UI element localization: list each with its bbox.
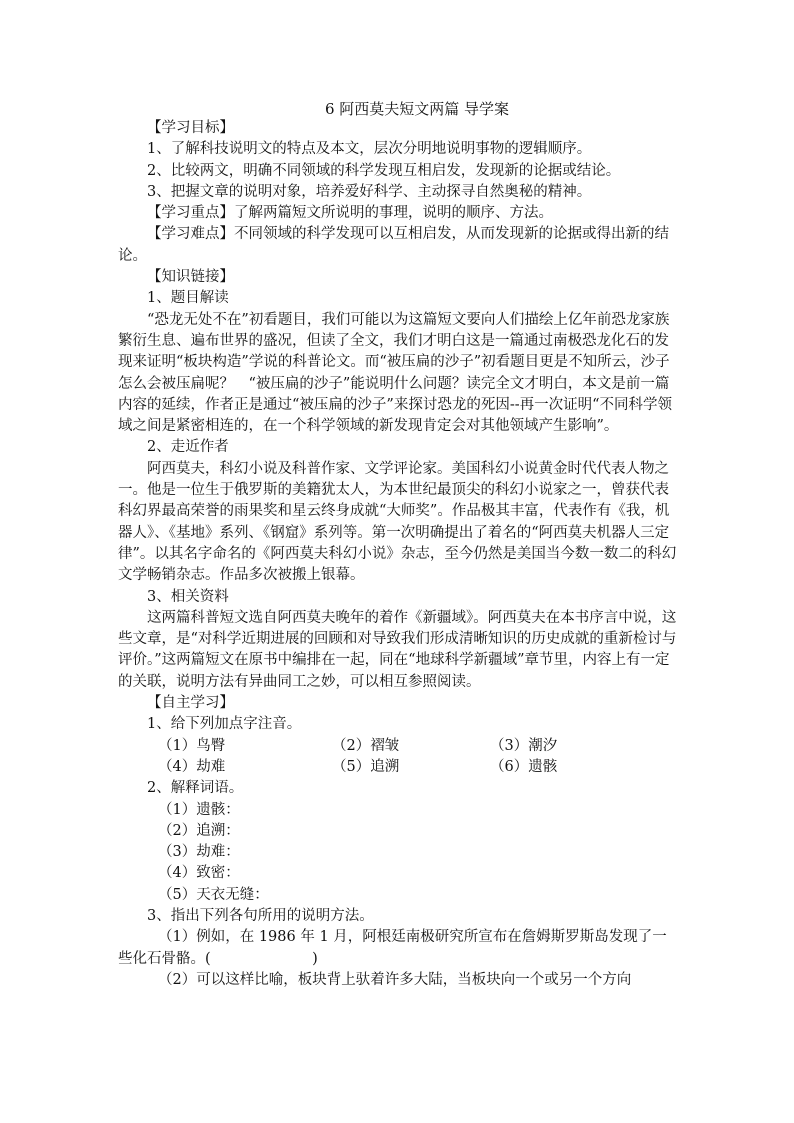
self-study-heading: 【自主学习】 xyxy=(147,695,234,712)
pinyin-item: （1）鸟臀 xyxy=(158,737,226,754)
knowledge-heading: 【知识链接】 xyxy=(147,269,234,286)
question-1-heading: 1、给下列加点字注音。 xyxy=(147,716,302,733)
question-2-heading: 2、解释词语。 xyxy=(147,780,244,797)
term-item: （3）劫难： xyxy=(158,844,240,861)
title-reading-paragraph: “恐龙无处不在”初看题目，我们可能以为这篇短文要向人们描绘上亿年前恐龙家族繁衍生息、遍布世界的盛况，但读了全文，我们才明白这是一篇通过南极恐龙化石的发现来证明“板块构造”学说的科普论文。而“被压扁的沙子”初看题目更是不知所云，沙子怎么会被压扁呢？ “被压扁的沙子”能说明什么问题？读完全文才明白，本文是前一篇内容的延续，作者正是通过“被压扁的沙子”来探讨恐龙的死因--再一次证明“不同科学领域之间是紧密相连的，在一个科学领域的新发现肯定会对其他领域产生影响”。 xyxy=(118,311,673,435)
focus-text: 了解两篇短文所说明的事理，说明的顺序、方法。 xyxy=(234,205,553,222)
goal-item: 2、比较两文，明确不同领域的科学发现互相启发，发现新的论据或结论。 xyxy=(147,162,621,179)
term-item: （1）遗骸： xyxy=(158,801,240,818)
pinyin-row xyxy=(118,736,678,757)
section-heading-title-reading: 1、题目解读 xyxy=(147,290,229,307)
goals-heading: 【学习目标】 xyxy=(147,120,234,136)
pinyin-item: （2）褶皱 xyxy=(332,737,400,754)
goal-item: 3、把握文章的说明对象，培养爱好科学、主动探寻自然奥秘的精神。 xyxy=(147,183,592,200)
question-3-item: （2）可以这样比喻，板块背上驮着许多大陆，当板块向一个或另一个方向 xyxy=(158,971,632,988)
term-item: （4）致密： xyxy=(158,865,240,882)
page-title: 6 阿西莫夫短文两篇 导学案 xyxy=(324,100,510,118)
pinyin-item: （6）遗骸 xyxy=(490,758,558,775)
materials-paragraph: 这两篇科普短文选自阿西莫夫晚年的着作《新疆域》。阿西莫夫在本书序言中说，这些文章，是“对科学近期进展的回顾和对导致我们形成清晰知识的历史成就的重新检讨与评价。”这两篇短文在原书中编排在一起，同在“地球科学新疆域”章节里，内容上有一定的关联，说明方法有异曲同工之妙，可以相互参照阅读。 xyxy=(118,609,677,690)
section-heading-materials: 3、相关资料 xyxy=(147,588,229,605)
difficulty-heading: 【学习难点】 xyxy=(147,226,234,243)
section-heading-author: 2、走近作者 xyxy=(147,439,229,456)
question-3-item: （1）例如，在 1986 年 1 月，阿根廷南极研究所宣布在詹姆斯罗斯岛发现了一些化石骨骼。( ) xyxy=(118,929,667,967)
pinyin-item: （4）劫难 xyxy=(158,758,226,775)
focus-paragraph xyxy=(118,203,678,224)
term-item: （2）追溯： xyxy=(158,822,240,839)
pinyin-item: （5）追溯 xyxy=(332,758,400,775)
pinyin-row xyxy=(118,757,678,778)
difficulty-paragraph xyxy=(118,224,678,267)
difficulty-text: 不同领域的科学发现可以互相启发，从而发现新的论据或得出新的结论。 xyxy=(118,226,669,264)
goal-item: 1、了解科技说明文的特点及本文，层次分明地说明事物的逻辑顺序。 xyxy=(147,141,592,158)
question-3-heading: 3、指出下列各句所用的说明方法。 xyxy=(147,907,374,924)
pinyin-item: （3）潮汐 xyxy=(490,737,558,754)
document-body xyxy=(118,118,678,991)
author-paragraph: 阿西莫夫，科幻小说及科普作家、文学评论家。美国科幻小说黄金时代代表人物之一。他是一位生于俄罗斯的美籍犹太人，为本世纪最顶尖的科幻小说家之一，曾获代表科幻界最高荣誉的雨果奖和星云终身成就“大师奖”。作品极其丰富，代表作有《我，机器人》、《基地》系列、《钢窟》系列等。第一次明确提出了着名的“阿西莫夫机器人三定律”。以其名字命名的《阿西莫夫科幻小说》杂志，至今仍然是美国当今数一数二的科幻文学畅销杂志。作品多次被搬上银幕。 xyxy=(118,460,677,584)
focus-heading: 【学习重点】 xyxy=(147,205,234,222)
term-item: （5）天衣无缝： xyxy=(158,886,269,903)
